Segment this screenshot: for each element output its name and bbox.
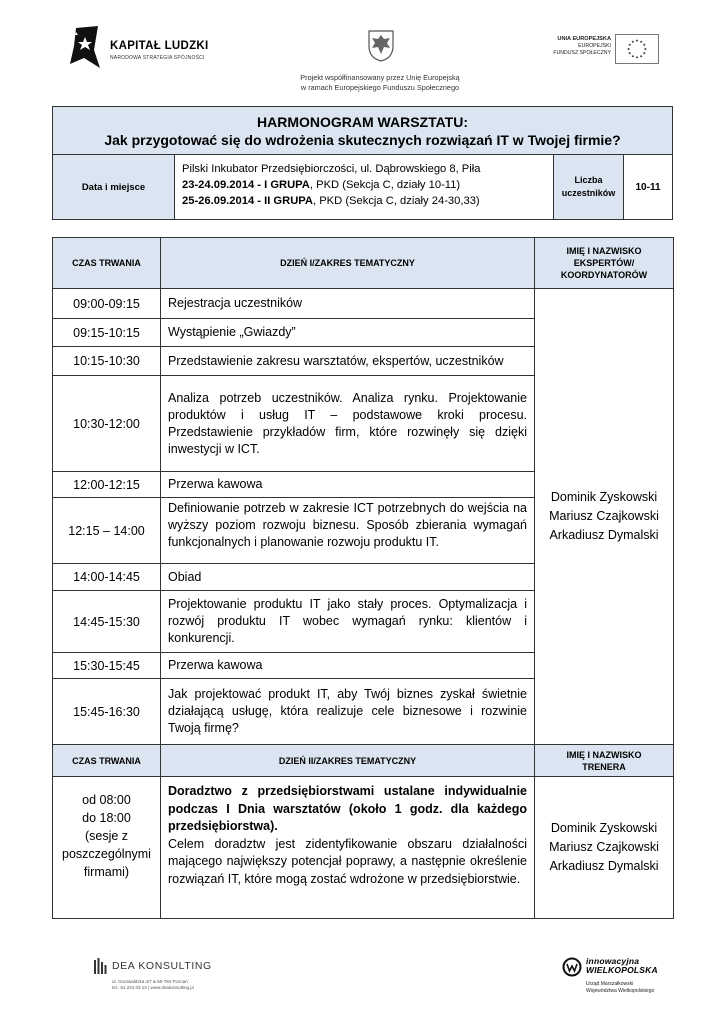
iw-circle-icon <box>562 957 582 977</box>
day2-time-line: poszczególnymi <box>62 847 151 861</box>
group-1-pkd: , PKD (Sekcja C, działy 10-11) <box>309 179 461 191</box>
col-header-topic: DZIEŃ II/ZAKRES TEMATYCZNY <box>161 745 535 777</box>
project-note-line: Projekt współfinansowany przez Unię Europejską <box>300 73 460 82</box>
col-header-experts <box>535 238 674 289</box>
eu-flag-icon <box>615 34 659 64</box>
iw-line-1: innowacyjna <box>586 956 640 966</box>
row-time: 15:30-15:45 <box>53 653 161 679</box>
dea-address-line: ul. Grunwaldzka 4/7 & 60-784 Poznań <box>112 979 188 984</box>
kapital-ludzki-subtitle: NARODOWA STRATEGIA SPÓJNOŚCI <box>110 55 205 61</box>
row-topic: Przerwa kawowa <box>161 472 535 498</box>
date-place-label: Data i miejsce <box>53 155 175 219</box>
row-topic: Rejestracja uczestników <box>161 289 535 319</box>
col-header-trainer <box>535 745 674 777</box>
group-2-pkd: , PKD (Sekcja C, działy 24-30,33) <box>313 195 480 207</box>
row-time: 15:45-16:30 <box>53 679 161 745</box>
col-header-topic: DZIEŃ I/ZAKRES TEMATYCZNY <box>161 238 535 289</box>
col-header-time: CZAS TRWANIA <box>53 745 161 777</box>
row-time: 14:00-14:45 <box>53 564 161 591</box>
dea-bars-icon <box>94 958 108 974</box>
row-topic: Przerwa kawowa <box>161 653 535 679</box>
day2-time-line: firmami) <box>83 865 130 879</box>
row-topic: Projektowanie produktu IT jako stały proces. Optymalizacja i rozwój produktu IT wobec wymagań rynku: klientów i konkurencji. <box>161 591 535 653</box>
row-topic: Przedstawienie zakresu warsztatów, ekspertów, uczestników <box>161 347 535 376</box>
workshop-title <box>53 107 672 155</box>
trainers-cell <box>535 777 674 919</box>
dea-konsulting-logo <box>94 956 234 996</box>
participants-label-line: uczestników <box>561 188 616 198</box>
dea-address <box>112 979 194 991</box>
group-1-line <box>182 177 553 193</box>
trainer-name: Arkadiusz Dymalski <box>549 859 659 873</box>
participants-label <box>554 155 624 219</box>
date-place-value <box>175 155 554 219</box>
day2-time-line: (sesje z <box>84 829 129 843</box>
col-header-experts-line: KOORDYNATORÓW <box>560 270 648 280</box>
eu-logo-text <box>545 36 611 57</box>
polish-eagle-icon <box>366 28 396 62</box>
iw-office-line: Urząd Marszałkowski <box>586 981 634 987</box>
col-header-trainer-line: TRENERA <box>582 761 626 772</box>
eu-line: EUROPEJSKI <box>578 43 611 49</box>
project-note-line: w ramach Europejskiego Funduszu Społecznego <box>300 83 460 92</box>
kapital-ludzki-star-icon <box>68 24 102 70</box>
dea-name: DEA KONSULTING <box>112 960 212 972</box>
table-row <box>53 289 674 319</box>
row-time: 14:45-15:30 <box>53 591 161 653</box>
trainer-name: Dominik Zyskowski <box>550 821 658 835</box>
row-topic: Obiad <box>161 564 535 591</box>
day2-topic-bold: Doradztwo z przedsiębiorstwami ustalane indywidualnie podczas I Dnia warsztatów (około 1 godz. dla każdego przedsiębiorstwa). <box>168 784 527 833</box>
col-header-experts-line: IMIĘ I NAZWISKO <box>566 246 642 256</box>
day2-topic-text: Celem doradztw jest zidentyfikowanie obszaru działalności mającego największy potencjał poprawy, a następnie określenie rozwiązań IT, które mogą zostać wdrożone w przedsiębiorstwie. <box>168 836 527 886</box>
participants-label-line: Liczba <box>574 175 603 185</box>
project-note <box>230 73 530 93</box>
table-row <box>53 777 674 919</box>
schedule-table <box>52 237 674 919</box>
innowacyjna-wielkopolska-logo <box>562 955 692 1007</box>
iw-line-2: WIELKOPOLSKA <box>586 965 658 975</box>
row-topic: Jak projektować produkt IT, aby Twój biznes zyskał świetnie działającą usługę, która realizuje cele biznesowe i rozwinie Twoją firmę? <box>161 679 535 745</box>
row-time: 09:00-09:15 <box>53 289 161 319</box>
eu-logo <box>545 34 665 66</box>
col-header-time: CZAS TRWANIA <box>53 238 161 289</box>
day2-topic <box>161 777 535 919</box>
expert-name: Dominik Zyskowski <box>550 490 658 504</box>
title-line-2: Jak przygotować się do wdrożenia skutecznych rozwiązań IT w Twojej firmie? <box>104 132 621 148</box>
expert-name: Arkadiusz Dymalski <box>549 528 659 542</box>
day2-time <box>53 777 161 919</box>
col-header-experts-line: EKSPERTÓW/ <box>573 258 635 268</box>
group-2-dates: 25-26.09.2014 - II GRUPA <box>182 195 313 207</box>
eu-line: FUNDUSZ SPOŁECZNY <box>553 50 611 56</box>
row-time: 09:15-10:15 <box>53 319 161 347</box>
expert-name: Mariusz Czajkowski <box>549 509 659 523</box>
row-topic: Definiowanie potrzeb w zakresie ICT potrzebnych do wejścia na wyższy poziom rozwoju biznesu. Sposób zbierania wymagań funkcjonalnych i planowanie rozwoju produktu IT. <box>161 498 535 564</box>
experts-cell <box>535 289 674 745</box>
workshop-title-box <box>52 106 673 220</box>
trainer-name: Mariusz Czajkowski <box>549 840 659 854</box>
col-header-trainer-line: IMIĘ I NAZWISKO <box>566 749 642 760</box>
row-topic: Wystąpienie „Gwiazdy” <box>161 319 535 347</box>
row-topic: Analiza potrzeb uczestników. Analiza rynku. Projektowanie produktów i usług IT – podstawowe kroki procesu. Przedstawienie przykładów firm, które rozwinęły się dzięki inwestycji w ICT. <box>161 376 535 472</box>
page-header <box>0 0 725 100</box>
row-time: 10:15-10:30 <box>53 347 161 376</box>
dea-address-line: tel.: 61 222 03 13 | www.deakonsulting.pl <box>112 985 194 990</box>
row-time: 12:15 – 14:00 <box>53 498 161 564</box>
iw-office-line: Województwa Wielkopolskiego <box>586 987 655 994</box>
row-time: 12:00-12:15 <box>53 472 161 498</box>
day2-header-row <box>53 745 674 777</box>
kapital-ludzki-logo <box>68 22 228 74</box>
title-line-1: HARMONOGRAM WARSZTATU: <box>256 114 468 130</box>
day2-time-line: od 08:00 <box>82 793 131 807</box>
group-1-dates: 23-24.09.2014 - I GRUPA <box>182 179 310 191</box>
day2-time-line: do 18:00 <box>82 811 131 825</box>
iw-office <box>586 981 654 994</box>
workshop-info-row <box>53 155 672 219</box>
eu-line: UNIA EUROPEJSKA <box>557 36 611 42</box>
kapital-ludzki-title: KAPITAŁ LUDZKI <box>110 40 209 52</box>
participants-count: 10-11 <box>635 181 661 193</box>
row-time: 10:30-12:00 <box>53 376 161 472</box>
group-2-line <box>182 193 553 209</box>
day1-header-row <box>53 238 674 289</box>
venue-address: Pilski Inkubator Przedsiębiorczości, ul. Dąbrowskiego 8, Piła <box>182 163 481 175</box>
